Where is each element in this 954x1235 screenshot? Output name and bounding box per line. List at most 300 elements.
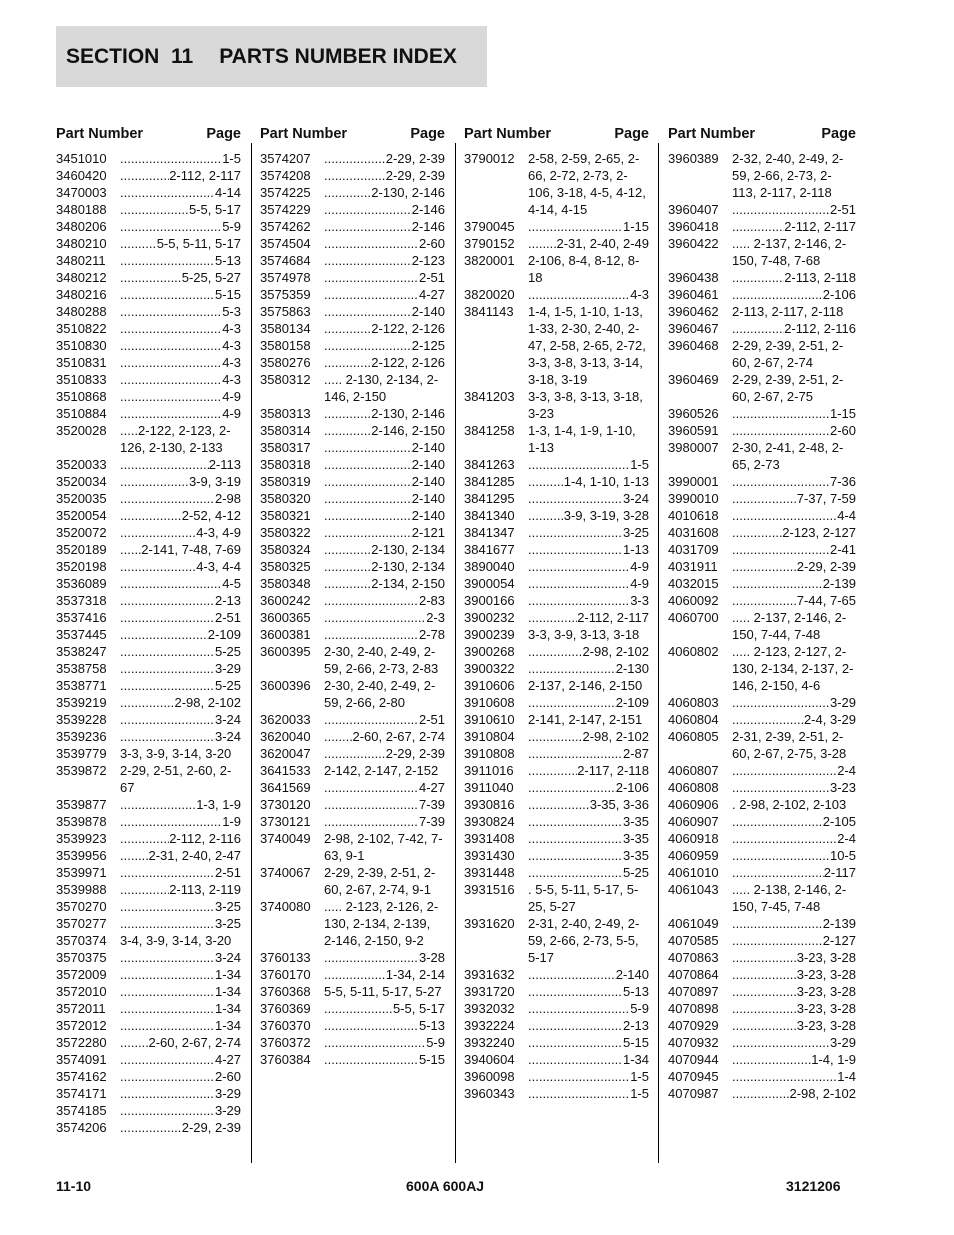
dot-leader bbox=[732, 762, 837, 779]
page-ref-cell bbox=[732, 524, 856, 541]
page-ref-cell bbox=[120, 184, 241, 201]
page-refs: 2-146 bbox=[411, 219, 445, 234]
page-refs: 2-106 bbox=[615, 780, 649, 795]
page-refs: 4-3 bbox=[222, 338, 241, 353]
page-refs: 2-142, 2-147, 2-152 bbox=[324, 763, 439, 778]
dot-leader bbox=[120, 218, 222, 235]
page-refs: 2-98, 2-102 bbox=[789, 1086, 856, 1101]
page-ref-cell bbox=[528, 609, 649, 626]
part-number: 3539228 bbox=[56, 712, 107, 727]
page-refs: 5-15 bbox=[214, 287, 241, 302]
part-number: 4070897 bbox=[668, 984, 719, 999]
dot-leader bbox=[120, 1051, 215, 1068]
dot-leader bbox=[732, 983, 797, 1000]
page-refs: 3-35 bbox=[622, 848, 649, 863]
dot-leader bbox=[528, 490, 623, 507]
page-refs: 1-3, 1-4, 1-9, 1-10, 1-13 bbox=[528, 423, 636, 455]
page-refs: 1-34 bbox=[214, 967, 241, 982]
index-row bbox=[56, 473, 241, 490]
part-number: 3574171 bbox=[56, 1086, 107, 1101]
page-refs: 2-141, 7-48, 7-69 bbox=[141, 542, 241, 557]
part-number: 3730120 bbox=[260, 797, 311, 812]
dot-leader bbox=[732, 813, 823, 830]
index-row bbox=[260, 643, 445, 677]
index-row bbox=[668, 830, 856, 847]
index-row bbox=[260, 541, 445, 558]
page-ref-cell bbox=[324, 779, 445, 796]
page-refs: 1-5 bbox=[630, 1086, 649, 1101]
dot-leader bbox=[324, 728, 352, 745]
page-refs: 3-23, 3-28 bbox=[796, 984, 856, 999]
page-ref-cell bbox=[528, 218, 649, 235]
page-refs: 2-122, 2-126 bbox=[371, 355, 445, 370]
part-number: 3960407 bbox=[668, 202, 719, 217]
index-row bbox=[668, 1034, 856, 1051]
page-refs: 5-15 bbox=[622, 1035, 649, 1050]
dot-leader bbox=[120, 677, 215, 694]
index-row bbox=[668, 218, 856, 235]
page-ref-cell bbox=[324, 405, 445, 422]
index-row bbox=[260, 966, 445, 983]
part-number: 3911040 bbox=[464, 780, 514, 795]
dot-leader bbox=[732, 1051, 811, 1068]
index-row bbox=[668, 1051, 856, 1068]
part-number: 4010618 bbox=[668, 508, 719, 523]
index-row bbox=[56, 269, 241, 286]
page-refs: ..... 2-123, 2-126, 2-130, 2-134, 2-139, 2-146, 2-150, 9-2 bbox=[324, 899, 439, 948]
column-header bbox=[56, 120, 241, 142]
dot-leader bbox=[528, 983, 623, 1000]
page-refs: 1-4, 1-5, 1-10, 1-13, 1-33, 2-30, 2-40, 2-47, 2-58, 2-65, 2-72, 3-3, 3-8, 3-13, 3-14, 3-18, 3-19 bbox=[528, 304, 646, 387]
dot-leader bbox=[120, 490, 215, 507]
index-row bbox=[668, 813, 856, 830]
column-header bbox=[668, 120, 856, 142]
page-refs: 4-14 bbox=[214, 185, 241, 200]
index-row bbox=[260, 558, 445, 575]
part-number: 3760384 bbox=[260, 1052, 311, 1067]
part-number: 3841347 bbox=[464, 525, 515, 540]
dot-leader bbox=[120, 864, 215, 881]
part-number: 3930816 bbox=[464, 797, 515, 812]
part-number: 4060808 bbox=[668, 780, 719, 795]
index-row bbox=[260, 1051, 445, 1068]
dot-leader bbox=[324, 439, 412, 456]
page-ref-cell bbox=[324, 1000, 445, 1017]
index-row bbox=[260, 626, 445, 643]
page-ref-cell bbox=[528, 762, 649, 779]
part-number: 3537416 bbox=[56, 610, 107, 625]
index-row bbox=[464, 796, 649, 813]
dot-leader bbox=[324, 303, 412, 320]
dot-leader bbox=[324, 456, 412, 473]
page-ref-cell bbox=[324, 745, 445, 762]
page-ref-cell bbox=[324, 524, 445, 541]
page-refs: 7-39 bbox=[418, 797, 445, 812]
page-ref-cell bbox=[324, 813, 445, 830]
index-row bbox=[56, 405, 241, 422]
page-refs: 2-125 bbox=[411, 338, 445, 353]
part-number: 3620033 bbox=[260, 712, 311, 727]
entry-list bbox=[464, 150, 649, 1102]
page-refs: 5-25 bbox=[214, 644, 241, 659]
page-refs: 2-52, 4-12 bbox=[181, 508, 241, 523]
index-row bbox=[56, 796, 241, 813]
part-number: 3580134 bbox=[260, 321, 311, 336]
page-ref-cell bbox=[120, 983, 241, 1000]
page-ref-cell bbox=[120, 558, 241, 575]
dot-leader bbox=[120, 1068, 215, 1085]
part-number: 3841677 bbox=[464, 542, 515, 557]
footer-doc-number: 3121206 bbox=[786, 1178, 841, 1194]
page-ref-cell bbox=[732, 405, 856, 422]
part-number: 3539923 bbox=[56, 831, 107, 846]
dot-leader bbox=[120, 371, 222, 388]
page-ref-cell bbox=[732, 694, 856, 711]
index-row bbox=[464, 286, 649, 303]
part-number: 3572280 bbox=[56, 1035, 107, 1050]
part-number: 3760170 bbox=[260, 967, 311, 982]
column-divider bbox=[455, 143, 456, 1163]
part-number: 3820001 bbox=[464, 253, 515, 268]
page-ref-cell bbox=[324, 201, 445, 218]
part-number: 3480211 bbox=[56, 253, 106, 268]
dot-leader bbox=[528, 1034, 623, 1051]
index-row bbox=[260, 779, 445, 796]
dot-leader bbox=[732, 864, 824, 881]
page-refs: 2-29, 2-39, 2-51, 2-60, 2-67, 2-74, 9-1 bbox=[324, 865, 436, 897]
part-number: 3932224 bbox=[464, 1018, 515, 1033]
index-row bbox=[260, 473, 445, 490]
page-ref-cell bbox=[120, 218, 241, 235]
page-ref-cell bbox=[120, 711, 241, 728]
page-refs: 2-51 bbox=[829, 202, 856, 217]
page-ref-cell bbox=[324, 286, 445, 303]
part-number: 3931448 bbox=[464, 865, 515, 880]
index-row bbox=[464, 779, 649, 796]
part-number: 3572012 bbox=[56, 1018, 107, 1033]
page-ref-cell bbox=[120, 490, 241, 507]
index-row bbox=[56, 1034, 241, 1051]
dot-leader bbox=[732, 269, 784, 286]
dot-leader bbox=[120, 1000, 215, 1017]
page-refs: 3-24 bbox=[622, 491, 649, 506]
page-refs: 5-15 bbox=[418, 1052, 445, 1067]
page-ref-cell bbox=[528, 796, 649, 813]
page-refs: 2-60, 2-67, 2-74 bbox=[352, 729, 445, 744]
column-divider bbox=[658, 143, 659, 1163]
dot-leader bbox=[120, 1017, 215, 1034]
page-refs: 5-5, 5-17 bbox=[392, 1001, 445, 1016]
dot-leader bbox=[528, 1000, 630, 1017]
page-refs: 4-3, 4-4 bbox=[196, 559, 241, 574]
part-number: 4060092 bbox=[668, 593, 719, 608]
page-refs: 3-3, 3-8, 3-13, 3-18, 3-23 bbox=[528, 389, 643, 421]
dot-leader bbox=[528, 660, 616, 677]
part-number: 3740080 bbox=[260, 899, 311, 914]
page-refs: 2-112, 2-117 bbox=[577, 610, 649, 625]
part-number: 4031709 bbox=[668, 542, 719, 557]
part-number: 3480210 bbox=[56, 236, 107, 251]
page-refs: 3-24 bbox=[214, 712, 241, 727]
page-refs: 1-3, 1-9 bbox=[196, 797, 241, 812]
index-row bbox=[668, 779, 856, 796]
index-row bbox=[464, 983, 649, 1000]
index-row bbox=[56, 1119, 241, 1136]
page-ref-cell bbox=[732, 864, 856, 881]
entry-list bbox=[260, 150, 445, 1068]
dot-leader bbox=[732, 1034, 830, 1051]
dot-leader bbox=[324, 524, 412, 541]
page-ref-cell bbox=[120, 354, 241, 371]
index-row bbox=[56, 949, 241, 966]
dot-leader bbox=[324, 1034, 426, 1051]
part-number: 3960467 bbox=[668, 321, 719, 336]
part-number: 3575359 bbox=[260, 287, 311, 302]
dot-leader bbox=[120, 796, 196, 813]
index-row bbox=[668, 320, 856, 337]
page-ref-cell bbox=[120, 286, 241, 303]
page-refs: 1-15 bbox=[622, 219, 649, 234]
index-row bbox=[464, 728, 649, 745]
page-refs: 4-3 bbox=[630, 287, 649, 302]
part-number: 3580322 bbox=[260, 525, 311, 540]
dot-leader bbox=[528, 473, 564, 490]
part-number: 3580313 bbox=[260, 406, 311, 421]
index-row bbox=[260, 813, 445, 830]
index-row bbox=[668, 371, 856, 405]
dot-leader bbox=[324, 218, 412, 235]
page-refs: 2-83 bbox=[418, 593, 445, 608]
page-refs: 3-28 bbox=[418, 950, 445, 965]
part-number: 3510868 bbox=[56, 389, 107, 404]
part-number: 4060802 bbox=[668, 644, 719, 659]
index-row bbox=[56, 558, 241, 575]
dot-leader bbox=[528, 541, 623, 558]
page-refs: 2-139 bbox=[822, 576, 856, 591]
page-refs: 5-13 bbox=[622, 984, 649, 999]
page-refs: 5-25, 5-27 bbox=[181, 270, 241, 285]
index-row bbox=[260, 830, 445, 864]
page-ref-cell bbox=[120, 150, 241, 167]
index-row bbox=[668, 643, 856, 694]
page-ref-cell bbox=[120, 371, 241, 388]
index-row bbox=[464, 1051, 649, 1068]
index-row bbox=[668, 235, 856, 269]
dot-leader bbox=[324, 779, 419, 796]
dot-leader bbox=[120, 269, 182, 286]
dot-leader bbox=[732, 473, 830, 490]
index-row bbox=[56, 524, 241, 541]
dot-leader bbox=[732, 779, 830, 796]
page-refs: 2-51 bbox=[214, 610, 241, 625]
dot-leader bbox=[732, 422, 830, 439]
page-ref-cell bbox=[324, 473, 445, 490]
index-row bbox=[668, 1000, 856, 1017]
index-row bbox=[668, 847, 856, 864]
index-row bbox=[464, 507, 649, 524]
page-refs: ..... 2-137, 2-146, 2-150, 7-48, 7-68 bbox=[732, 236, 847, 268]
page-ref-cell bbox=[528, 847, 649, 864]
index-row bbox=[464, 1000, 649, 1017]
page-refs: 2-13 bbox=[214, 593, 241, 608]
dot-leader bbox=[324, 184, 371, 201]
dot-leader bbox=[732, 1085, 790, 1102]
page-ref-cell bbox=[324, 1034, 445, 1051]
dot-leader bbox=[528, 745, 623, 762]
dot-leader bbox=[120, 405, 222, 422]
index-row bbox=[260, 898, 445, 949]
dot-leader bbox=[732, 966, 797, 983]
part-number: 3620047 bbox=[260, 746, 311, 761]
page-refs: 5-13 bbox=[214, 253, 241, 268]
index-row bbox=[260, 456, 445, 473]
page-refs: 3-23, 3-28 bbox=[796, 1001, 856, 1016]
index-row bbox=[464, 422, 649, 456]
page-ref-cell bbox=[120, 1051, 241, 1068]
page-ref-cell bbox=[324, 609, 445, 626]
dot-leader bbox=[120, 626, 208, 643]
index-row bbox=[464, 762, 649, 779]
index-row bbox=[56, 1085, 241, 1102]
part-number: 3539877 bbox=[56, 797, 107, 812]
index-row bbox=[260, 405, 445, 422]
part-number: 4070929 bbox=[668, 1018, 719, 1033]
page-ref-cell bbox=[324, 439, 445, 456]
part-number: 3520054 bbox=[56, 508, 107, 523]
dot-leader bbox=[120, 881, 169, 898]
index-row bbox=[668, 269, 856, 286]
index-row bbox=[56, 592, 241, 609]
page-ref-cell bbox=[528, 524, 649, 541]
page-ref-cell bbox=[324, 269, 445, 286]
dot-leader bbox=[324, 201, 412, 218]
index-row bbox=[668, 303, 856, 320]
part-number: 4060907 bbox=[668, 814, 719, 829]
part-number: 3620040 bbox=[260, 729, 311, 744]
part-number: 3841143 bbox=[464, 304, 514, 319]
dot-leader bbox=[528, 830, 623, 847]
page-refs: 3-23 bbox=[829, 780, 856, 795]
page-ref-cell bbox=[732, 1034, 856, 1051]
page-ref-cell bbox=[120, 864, 241, 881]
index-row bbox=[668, 575, 856, 592]
part-number: 3600381 bbox=[260, 627, 311, 642]
dot-leader bbox=[120, 728, 215, 745]
part-number: 3960469 bbox=[668, 372, 719, 387]
dot-leader bbox=[120, 1085, 215, 1102]
part-number: 3572011 bbox=[56, 1001, 106, 1016]
part-number: 3990001 bbox=[668, 474, 719, 489]
index-row bbox=[668, 694, 856, 711]
part-number: 3539878 bbox=[56, 814, 107, 829]
index-row bbox=[464, 252, 649, 286]
page-ref-cell bbox=[120, 303, 241, 320]
dot-leader bbox=[528, 235, 556, 252]
page-refs: 2-31, 2-40, 2-47 bbox=[148, 848, 241, 863]
page-heading: Page bbox=[410, 126, 445, 142]
page-ref-cell bbox=[324, 558, 445, 575]
index-row bbox=[56, 422, 241, 456]
part-number: 3960461 bbox=[668, 287, 719, 302]
part-number: 3900268 bbox=[464, 644, 515, 659]
part-number: 3760133 bbox=[260, 950, 311, 965]
part-number: 3574225 bbox=[260, 185, 311, 200]
index-row bbox=[668, 728, 856, 762]
dot-leader bbox=[324, 405, 371, 422]
dot-leader bbox=[732, 575, 823, 592]
index-row bbox=[56, 830, 241, 847]
part-number: 3911016 bbox=[464, 763, 514, 778]
page-refs: 2-113, 2-118 bbox=[784, 270, 856, 285]
index-row bbox=[260, 1000, 445, 1017]
part-number: 3570375 bbox=[56, 950, 107, 965]
index-row bbox=[464, 609, 649, 626]
index-row bbox=[464, 1068, 649, 1085]
part-number: 4070863 bbox=[668, 950, 719, 965]
index-row bbox=[668, 337, 856, 371]
dot-leader bbox=[528, 558, 630, 575]
page-refs: 2-134, 2-150 bbox=[371, 576, 445, 591]
part-number: 3900322 bbox=[464, 661, 515, 676]
page-refs: 5-25 bbox=[214, 678, 241, 693]
page-ref-cell bbox=[120, 456, 241, 473]
part-number: 3537445 bbox=[56, 627, 107, 642]
index-row bbox=[56, 1000, 241, 1017]
page-refs: 2-30, 2-40, 2-49, 2-59, 2-66, 2-80 bbox=[324, 678, 436, 710]
part-number: 3730121 bbox=[260, 814, 311, 829]
part-number: 3931516 bbox=[464, 882, 515, 897]
page-ref-cell bbox=[324, 490, 445, 507]
index-row bbox=[260, 1017, 445, 1034]
page-ref-cell bbox=[120, 405, 241, 422]
page-refs: 3-3, 3-9, 3-13, 3-18 bbox=[528, 627, 640, 642]
index-row bbox=[668, 524, 856, 541]
page-refs: 2-98, 2-102 bbox=[582, 729, 649, 744]
page-ref-cell bbox=[120, 1017, 241, 1034]
page-ref-cell bbox=[528, 728, 649, 745]
page-ref-cell bbox=[732, 1000, 856, 1017]
page-ref-cell bbox=[732, 286, 856, 303]
page-refs: 2-51 bbox=[418, 712, 445, 727]
dot-leader bbox=[324, 320, 371, 337]
page-ref-cell bbox=[528, 286, 649, 303]
part-number: 4060804 bbox=[668, 712, 719, 727]
part-number: 3760369 bbox=[260, 1001, 311, 1016]
part-number: 3960526 bbox=[668, 406, 719, 421]
part-number: 3538771 bbox=[56, 678, 107, 693]
index-row bbox=[260, 677, 445, 711]
page-refs: 2-58, 2-59, 2-65, 2-66, 2-72, 2-73, 2-106, 3-18, 4-5, 4-12, 4-14, 4-15 bbox=[528, 151, 646, 217]
page-refs: 2-98 bbox=[214, 491, 241, 506]
index-row bbox=[668, 949, 856, 966]
page-ref-cell bbox=[120, 592, 241, 609]
page-ref-cell bbox=[732, 490, 856, 507]
index-row bbox=[56, 388, 241, 405]
dot-leader bbox=[324, 167, 386, 184]
part-number: 3600395 bbox=[260, 644, 311, 659]
dot-leader bbox=[732, 1000, 797, 1017]
dot-leader bbox=[324, 507, 412, 524]
page-ref-cell bbox=[120, 915, 241, 932]
page-refs: 2-60, 2-67, 2-74 bbox=[148, 1035, 241, 1050]
dot-leader bbox=[324, 796, 419, 813]
page-heading: Page bbox=[614, 126, 649, 142]
page-refs: 3-25 bbox=[622, 525, 649, 540]
index-row bbox=[668, 150, 856, 201]
page-refs: ..... 2-138, 2-146, 2-150, 7-45, 7-48 bbox=[732, 882, 847, 914]
page-refs: 1-4, 1-9 bbox=[811, 1052, 856, 1067]
dot-leader bbox=[732, 507, 837, 524]
